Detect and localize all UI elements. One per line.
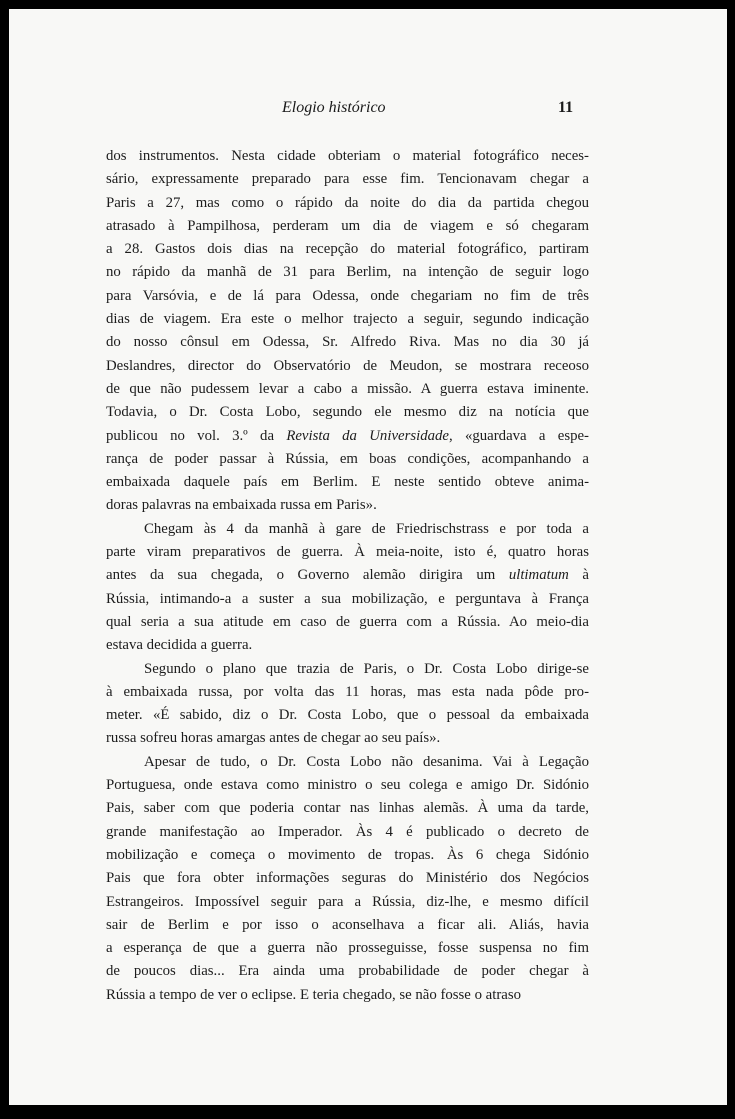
- text-line: grande manifestação ao Imperador. Às 4 é publicado o decreto de: [106, 823, 589, 840]
- paragraph: [106, 751, 589, 1007]
- text-line: Rússia a tempo de ver o eclipse. E teria chegado, se não fosse o atraso: [106, 986, 521, 1003]
- text-line: para Varsóvia, e de lá para Odessa, onde chegariam no fim de três: [106, 287, 589, 304]
- text-line: de que não pudessem levar a cabo a missão. A guerra estava iminente.: [106, 380, 589, 397]
- book-page: [9, 9, 727, 1105]
- text-line: Todavia, o Dr. Costa Lobo, segundo ele mesmo diz na notícia que: [106, 404, 589, 421]
- text-line: de poucos dias... Era ainda uma probabilidade de poder chegar à: [106, 963, 589, 980]
- text-line: dias de viagem. Era este o melhor trajecto a seguir, segundo indicação: [106, 311, 589, 328]
- text-line: meter. «É sabido, diz o Dr. Costa Lobo, que o pessoal da embaixada: [106, 707, 589, 724]
- text-line: atrasado à Pampilhosa, perderam um dia de viagem e só chegaram: [106, 217, 589, 234]
- text-line: russa sofreu horas amargas antes de chegar ao seu país».: [106, 730, 441, 747]
- text-line: Pais que fora obter informações seguras do Ministério dos Negócios: [106, 870, 589, 887]
- text-line: doras palavras na embaixada russa em Paris».: [106, 497, 377, 514]
- text-line: antes da sua chegada, o Governo alemão dirigira um ultimatum à: [106, 567, 589, 584]
- text-line: sário, expressamente preparado para esse fim. Tencionavam chegar a: [106, 171, 589, 188]
- text-line: sair de Berlim e por isso o aconselhava a ficar ali. Aliás, havia: [106, 916, 589, 933]
- text-line: rança de poder passar à Rússia, em boas condições, acompanhando a: [106, 450, 589, 467]
- text-line: estava decidida a guerra.: [106, 637, 253, 654]
- body-text: [106, 145, 589, 1007]
- text-line: Chegam às 4 da manhã à gare de Friedrischstrass e por toda a: [144, 520, 589, 537]
- text-line: dos instrumentos. Nesta cidade obteriam o material fotográfico neces-: [106, 148, 589, 164]
- text-line: Pais, saber com que poderia contar nas linhas alemãs. À uma da tarde,: [106, 800, 589, 817]
- text-line: Paris a 27, mas como o rápido da noite do dia da partida chegou: [106, 194, 589, 211]
- text-line: Portuguesa, onde estava como ministro o seu colega e amigo Dr. Sidónio: [106, 777, 589, 794]
- running-header: [9, 99, 727, 123]
- page-number: 11: [558, 99, 574, 116]
- text-line: embaixada daquele país em Berlim. E neste sentido obteve anima-: [106, 474, 589, 491]
- running-title: Elogio histórico: [282, 99, 386, 116]
- text-line: no rápido da manhã de 31 para Berlim, na intenção de seguir logo: [106, 264, 589, 281]
- text-line: qual seria a sua atitude em caso de guerra com a Rússia. Ao meio-dia: [106, 613, 589, 630]
- text-line: Rússia, intimando-a a suster a sua mobilização, e perguntava à França: [106, 590, 589, 607]
- paragraph: [106, 658, 589, 751]
- text-line: Segundo o plano que trazia de Paris, o Dr. Costa Lobo dirige-se: [144, 660, 589, 677]
- text-line: do nosso cônsul em Odessa, Sr. Alfredo Riva. Mas no dia 30 já: [106, 334, 589, 351]
- text-line: Estrangeiros. Impossível seguir para a Rússia, diz-lhe, e mesmo difícil: [106, 893, 589, 910]
- text-line: à embaixada russa, por volta das 11 horas, mas esta nada pôde pro-: [106, 683, 589, 700]
- text-line: Deslandres, director do Observatório de Meudon, se mostrara receoso: [106, 357, 589, 374]
- text-line: a esperança de que a guerra não prosseguisse, fosse suspensa no fim: [106, 940, 589, 957]
- text-line: parte viram preparativos de guerra. À meia-noite, isto é, quatro horas: [106, 544, 589, 561]
- text-line: Apesar de tudo, o Dr. Costa Lobo não desanima. Vai à Legação: [144, 753, 589, 770]
- text-line: mobilização e começa o movimento de tropas. Às 6 chega Sidónio: [106, 846, 589, 863]
- text-line: publicou no vol. 3.º da Revista da Universidade, «guardava a espe-: [106, 427, 589, 444]
- paragraph: [106, 518, 589, 658]
- paragraph: [106, 145, 589, 518]
- text-line: a 28. Gastos dois dias na recepção do material fotográfico, partiram: [106, 241, 589, 258]
